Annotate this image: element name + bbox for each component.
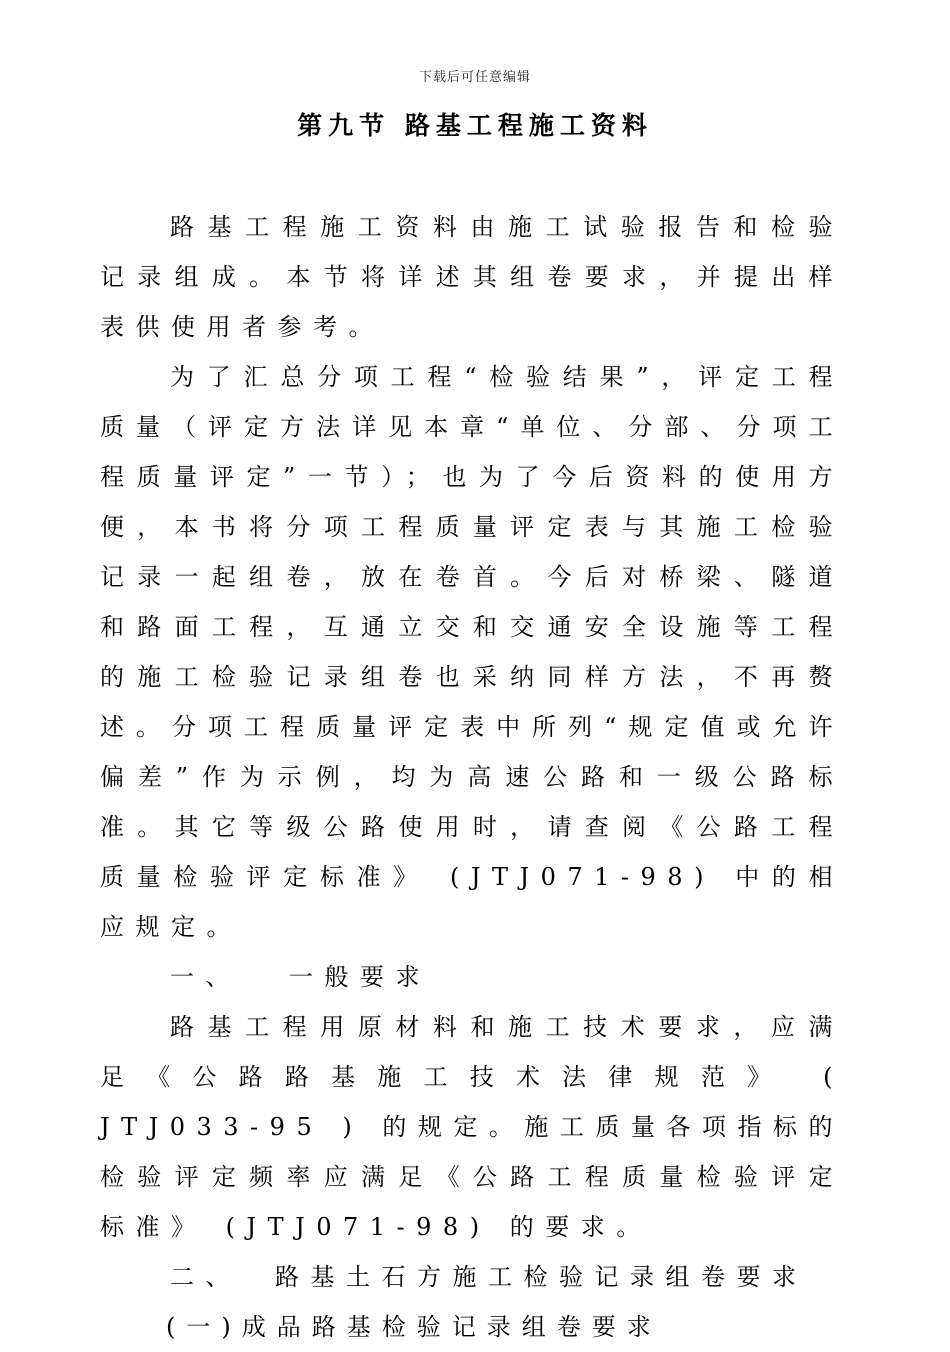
paragraph-evaluation: 为了汇总分项工程“检验结果”，评定工程质量（评定方法详见本章“单位、分部、分项工程质量评定”一节）；也为了今后资料的使用方便，本书将分项工程质量评定表与其施工检验记录一起组卷，放在卷首。今后对桥梁、隧道和路面工程，互通立交和交通安全设施等工程的施工检验记录组卷也采纳同样方法，不再赘述。分项工程质量评定表中所列“规定值或允许偏差”作为示例，均为高速公路和一级公路标准。其它等级公路使用时，请查阅《公路工程质量检验评定标准》 (JTJ071-98) 中的相应规定。 [100, 363, 844, 941]
page-title: 第九节 路基工程施工资料 [297, 111, 653, 140]
section-heading-general [100, 952, 844, 1002]
header-note: 下载后可任意编辑 [418, 70, 531, 85]
paragraph-intro: 路基工程施工资料由施工试验报告和检验记录组成。本节将详述其组卷要求，并提出样表供使用者参考。 [100, 213, 844, 341]
section-number: 二、 [170, 1263, 241, 1291]
body-text [100, 202, 844, 1352]
section-number: 一、 [170, 963, 241, 991]
subsection-heading: (一)成品路基检验记录组卷要求 [166, 1313, 662, 1341]
paragraph-requirements: 路基工程用原材料和施工技术要求，应满足《公路路基施工技术法律规范》 ( JTJ033-95 ) 的规定。施工质量各项指标的检验评定频率应满足《公路工程质量检验评定标准》 (JTJ071-98) 的要求。 [100, 1013, 844, 1241]
section-title: 路基土石方施工检验记录组卷要求 [275, 1263, 808, 1291]
section-heading-earthwork [100, 1252, 844, 1302]
section-title: 一般要求 [289, 963, 431, 991]
